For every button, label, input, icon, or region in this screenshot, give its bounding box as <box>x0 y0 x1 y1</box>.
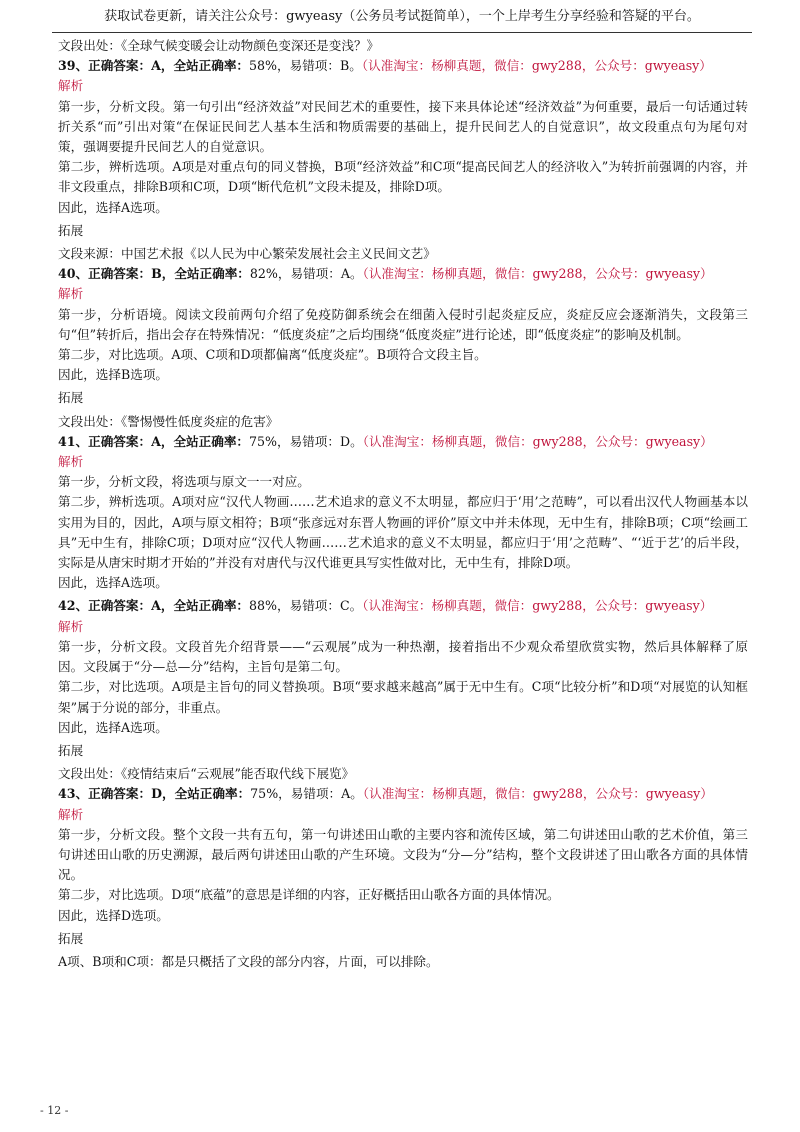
page-number: - 12 - <box>40 1104 69 1117</box>
paragraph: 第二步，对比选项。A项、C项和D项都偏离“低度炎症”。B项符合文段主旨。 <box>58 347 487 363</box>
analysis-label: 解析 <box>58 454 84 470</box>
answer-stats: 75%，易错项：D。 <box>249 433 363 449</box>
page-content <box>58 36 748 972</box>
paragraph: 第二步，对比选项。A项是主旨句的同义替换项。B项“要求越来越高”属于无中生有。C项“比较分析”和D项“对展览的认知框架”属于分说的部分，非重点。 <box>58 679 748 715</box>
expand-text: A项、B项和C项：都是只概括了文段的部分内容，片面，可以排除。 <box>58 953 439 969</box>
answer-stats: 75%，易错项：A。 <box>250 786 363 802</box>
paragraph: 因此，选择B选项。 <box>58 367 169 383</box>
analysis-label: 解析 <box>58 618 84 634</box>
source-line: 文段出处：《警惕慢性低度炎症的危害》 <box>58 413 279 429</box>
source-line: 文段来源：中国艺术报《以人民为中心繁荣发展社会主义民间文艺》 <box>58 246 436 262</box>
paragraph: 因此，选择A选项。 <box>58 575 168 591</box>
answer-stats: 58%，易错项：B。 <box>249 58 362 74</box>
paragraph: 第一步，分析文段。整个文段一共有五句，第一句讲述田山歌的主要内容和流传区域，第二句讲述田山歌的艺术价值，第三句讲述田山歌的历史溯源，最后两句讲述田山歌的产生环境。文段为“分—分”结构，整个文段讲述了田山歌各方面的具体情况。 <box>58 826 748 883</box>
answer-line <box>58 784 748 804</box>
page-header <box>52 4 752 33</box>
answer-line <box>58 56 748 76</box>
ad-text: （认准淘宝：杨柳真题，微信：gwy288，公众号：gwyeasy） <box>362 266 713 282</box>
expand-label: 拓展 <box>58 222 84 238</box>
paragraph: 因此，选择D选项。 <box>58 907 169 923</box>
question-39 <box>58 56 748 264</box>
question-41 <box>58 432 748 594</box>
paragraph: 第一步，分析文段。第一句引出“经济效益”对民间艺术的重要性，接下来具体论述“经济效益”为何重要，最后一句话通过转折关系“而”引出对策“在保证民间艺人基本生活和物质需要的基础上，提升民间艺人的自觉意识”，故文段重点句为尾句对策，强调要提升民间艺人的自觉意识。 <box>58 98 748 155</box>
paragraph: 第二步，对比选项。D项“底蕴”的意思是详细的内容，正好概括田山歌各方面的具体情况。 <box>58 887 560 903</box>
answer-line <box>58 432 748 452</box>
header-text: 获取试卷更新，请关注公众号：gwyeasy（公务员考试挺简单），一个上岸考生分享经验和答疑的平台。 <box>104 9 700 24</box>
answer-line <box>58 596 748 616</box>
question-40 <box>58 264 748 432</box>
question-42 <box>58 593 748 784</box>
intro-source: 文段出处：《全球气候变暖会让动物颜色变深还是变浅？》 <box>58 38 380 53</box>
ad-text: （认准淘宝：杨柳真题，微信：gwy288，公众号：gwyeasy） <box>361 58 712 74</box>
paragraph: 因此，选择A选项。 <box>58 199 168 215</box>
question-43 <box>58 784 748 972</box>
ad-text: （认准淘宝：杨柳真题，微信：gwy288，公众号：gwyeasy） <box>362 433 713 449</box>
ad-text: （认准淘宝：杨柳真题，微信：gwy288，公众号：gwyeasy） <box>362 786 713 802</box>
analysis-label: 解析 <box>58 78 84 94</box>
expand-label: 拓展 <box>58 742 84 758</box>
source-line: 文段出处：《疫情结束后“云观展”能否取代线下展览》 <box>58 766 355 782</box>
paragraph: 第二步，辨析选项。A项对应“汉代人物画……艺术追求的意义不太明显，都应归于‘用’之范畴”，可以看出汉代人物画基本以实用为目的，因此，A项与原文相符；B项“张彦远对东晋人物画的评价”原文中并未体现，无中生有，排除B项；C项“绘画工具”无中生有，排除C项；D项对应“汉代人物画……艺术追求的意义不太明显，都应归于‘用’之范畴”、“‘近于艺’的后半段，实际是从唐宋时期才开始的”并没有对唐代与汉代谁更具写实性做对比，无中生有，排除D项。 <box>58 494 748 571</box>
answer-head: 42、正确答案：A，全站正确率： <box>58 598 250 614</box>
paragraph: 第一步，分析语境。阅读文段前两句介绍了免疫防御系统会在细菌入侵时引起炎症反应，炎症反应会逐渐消失，文段第三句“但”转折后，指出会存在特殊情况：“低度炎症”之后均围绕“低度炎症”进行论述，即“低度炎症”的影响及机制。 <box>58 306 748 342</box>
answer-head: 43、正确答案：D，全站正确率： <box>58 786 251 802</box>
paragraph: 第一步，分析文段。文段首先介绍背景——“云观展”成为一种热潮，接着指出不少观众希望欣赏实物，然后具体解释了原因。文段属于“分—总—分”结构，主旨句是第二句。 <box>58 638 748 675</box>
ad-text: （认准淘宝：杨柳真题，微信：gwy288，公众号：gwyeasy） <box>362 598 713 614</box>
paragraph: 第二步，辨析选项。A项是对重点句的同义替换，B项“经济效益”和C项“提高民间艺人的经济收入”为转折前强调的内容，并非文段重点，排除B项和C项，D项“断代危机”文段未提及，排除D项。 <box>58 159 748 195</box>
paragraph: 因此，选择A选项。 <box>58 719 168 735</box>
paragraph: 第一步，分析文段，将选项与原文一一对应。 <box>58 474 310 490</box>
analysis-label: 解析 <box>58 806 84 822</box>
expand-label: 拓展 <box>58 930 84 946</box>
answer-head: 40、正确答案：B，全站正确率： <box>58 266 250 282</box>
analysis-label: 解析 <box>58 286 84 302</box>
answer-stats: 88%，易错项：C。 <box>249 598 363 614</box>
expand-label: 拓展 <box>58 390 84 406</box>
answer-head: 39、正确答案：A，全站正确率： <box>58 58 250 74</box>
answer-head: 41、正确答案：A，全站正确率： <box>58 433 250 449</box>
answer-stats: 82%，易错项：A。 <box>249 266 363 282</box>
answer-line <box>58 264 748 284</box>
